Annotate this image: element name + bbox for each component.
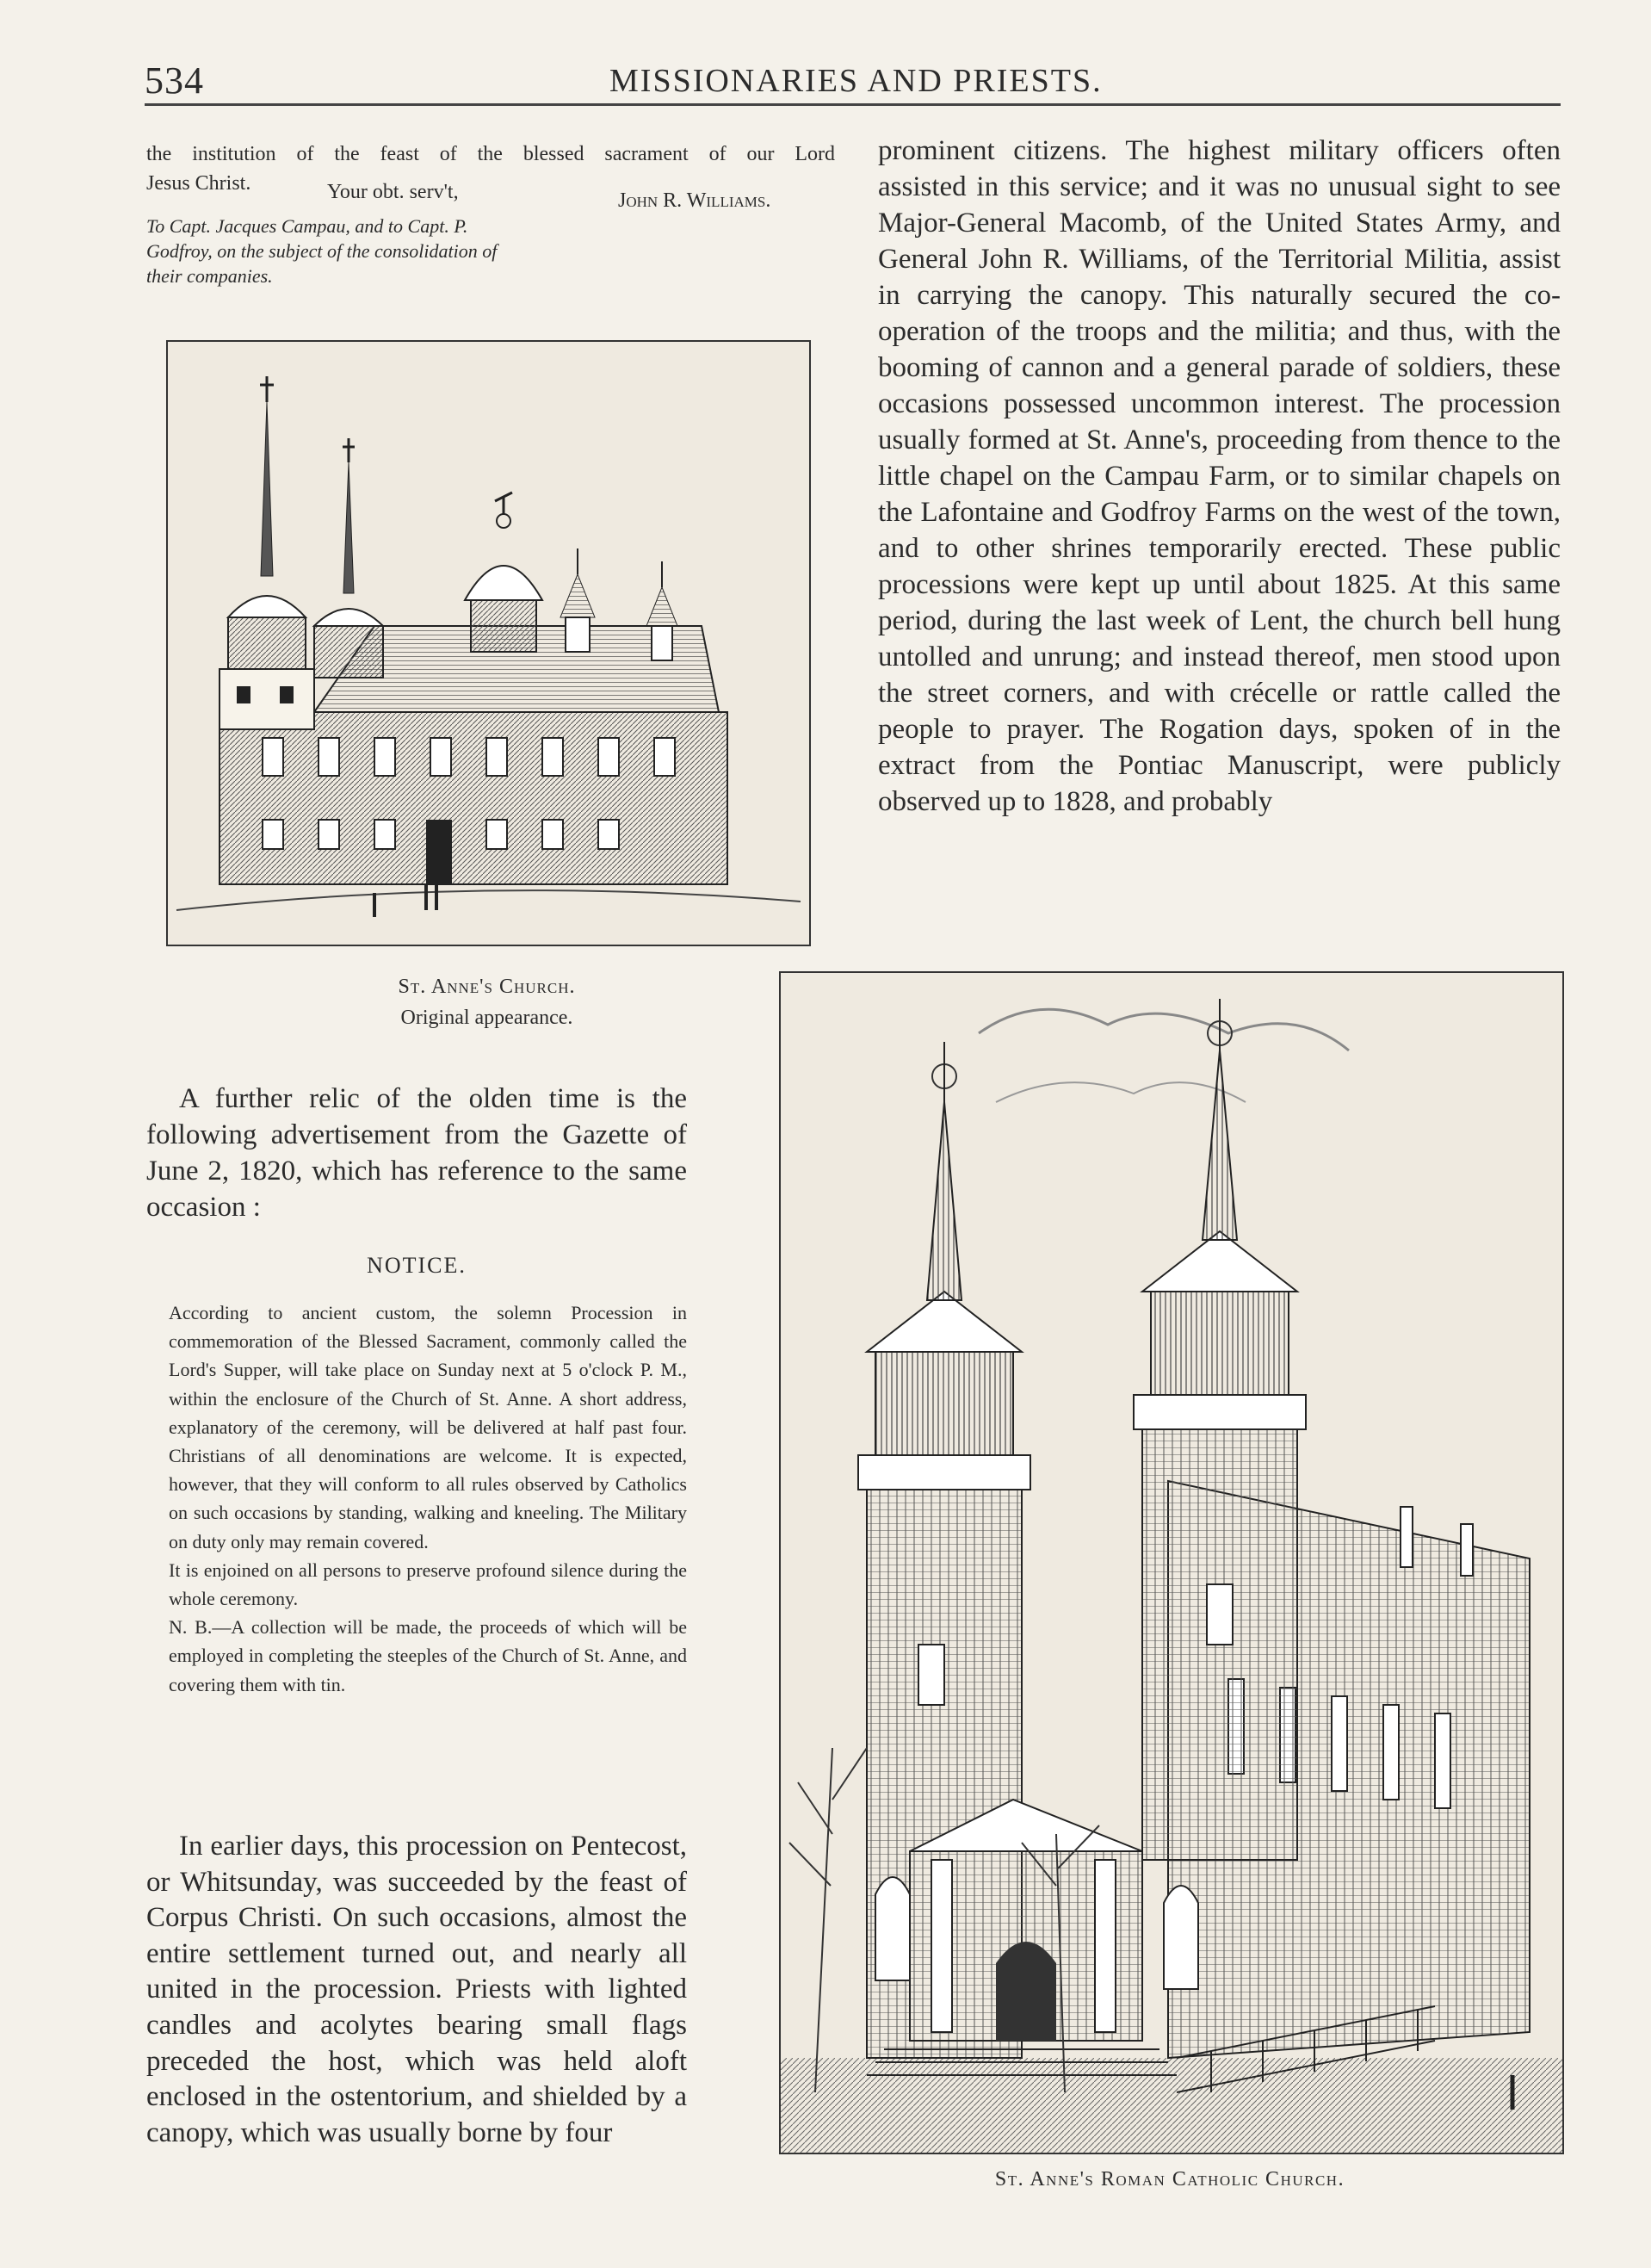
letter-sign-off: Your obt. serv't, bbox=[327, 181, 459, 203]
notice-paragraph-3: N. B.—A collection will be made, the proceeds of which will be employed in completing the steeples of the Church of St. Anne, and covering them with tin. bbox=[169, 1616, 687, 1695]
letter-closing bbox=[146, 139, 835, 212]
church-original-caption-sub: Original appearance. bbox=[400, 1007, 573, 1029]
letter-closing-line-2: Jesus Christ. bbox=[146, 172, 251, 195]
gazette-intro-paragraph: A further relic of the olden time is the following advertisement from the Gazette of June 2, 1820, which has reference to the same occasion : bbox=[146, 1083, 687, 1223]
header-rule bbox=[145, 103, 1561, 106]
church-original-drawing bbox=[168, 342, 809, 945]
procession-paragraph: In earlier days, this procession on Pentecost, or Whitsunday, was succeeded by the feast of Corpus Christi. On such occasions, almost the entire settlement turned out, and nearly all united in the procession. Priests with lighted candles and acolytes bearing small flags preceded the host, which was held aloft enclosed in the ostentorium, and shielded by a canopy, which was usually borne by four bbox=[146, 1831, 687, 2148]
notice-heading: NOTICE. bbox=[367, 1253, 467, 1278]
letter-address: To Capt. Jacques Campau, and to Capt. P. Godfroy, on the subject of the consolidation of their companies. bbox=[146, 215, 498, 287]
notice-paragraph-1: According to ancient custom, the solemn Procession in commemoration of the Blessed Sacrament, commonly called the Lord's Supper, will take place on Sunday next at 5 o'clock P. M., within the enclosure of the Church of St. Anne. A short address, explanatory of the ceremony, will be delivered at half past four. Christians of all denominations are welcome. It is expected, however, that they will conform to all rules observed by Catholics on such occasions by standing, walking and kneeling. The Military on duty only may remain covered. bbox=[169, 1302, 687, 1552]
church-modern-illustration bbox=[779, 971, 1564, 2154]
page-number: 534 bbox=[145, 59, 204, 102]
notice-paragraph-2: It is enjoined on all persons to preserve profound silence during the whole ceremony. bbox=[169, 1558, 687, 1610]
right-column-text: prominent citizens. The highest military officers often assisted in this service; and it was no unusual sight to see Major-General Macomb, of the United States Army, and General John R. Williams, of the Territorial Militia, assist in carrying the canopy. This naturally secured the co-operation of the troops and the militia; and thus, with the booming of cannon and a general parade of soldiers, these occasions possessed uncommon interest. The procession usually formed at St. Anne's, proceeding from thence to the little chapel on the Campau Farm, or to similar chapels on the Lafontaine and Godfroy Farms on the west of the town, and to other shrines temporarily erected. These public processions were kept up until about 1825. At this same period, during the last week of Lent, the church bell hung untolled and unrung; and instead thereof, men stood upon the street corners, and with crécelle or rattle called the people to prayer. The Rogation days, spoken of in the extract from the Pontiac Manuscript, were publicly observed up to 1828, and probably bbox=[878, 135, 1561, 817]
letter-signature: John R. Williams. bbox=[618, 189, 771, 212]
church-original-caption-title: St. Anne's Church. bbox=[398, 976, 576, 998]
church-original-caption bbox=[166, 971, 807, 1033]
running-title: MISSIONARIES AND PRIESTS. bbox=[609, 63, 1103, 99]
church-modern-caption: St. Anne's Roman Catholic Church. bbox=[994, 2168, 1345, 2191]
letter-closing-line: the institution of the feast of the blessed sacrament of our Lord bbox=[146, 143, 835, 165]
notice-text bbox=[169, 1298, 687, 1699]
church-modern-drawing bbox=[781, 973, 1562, 2153]
church-original-illustration bbox=[166, 340, 811, 946]
